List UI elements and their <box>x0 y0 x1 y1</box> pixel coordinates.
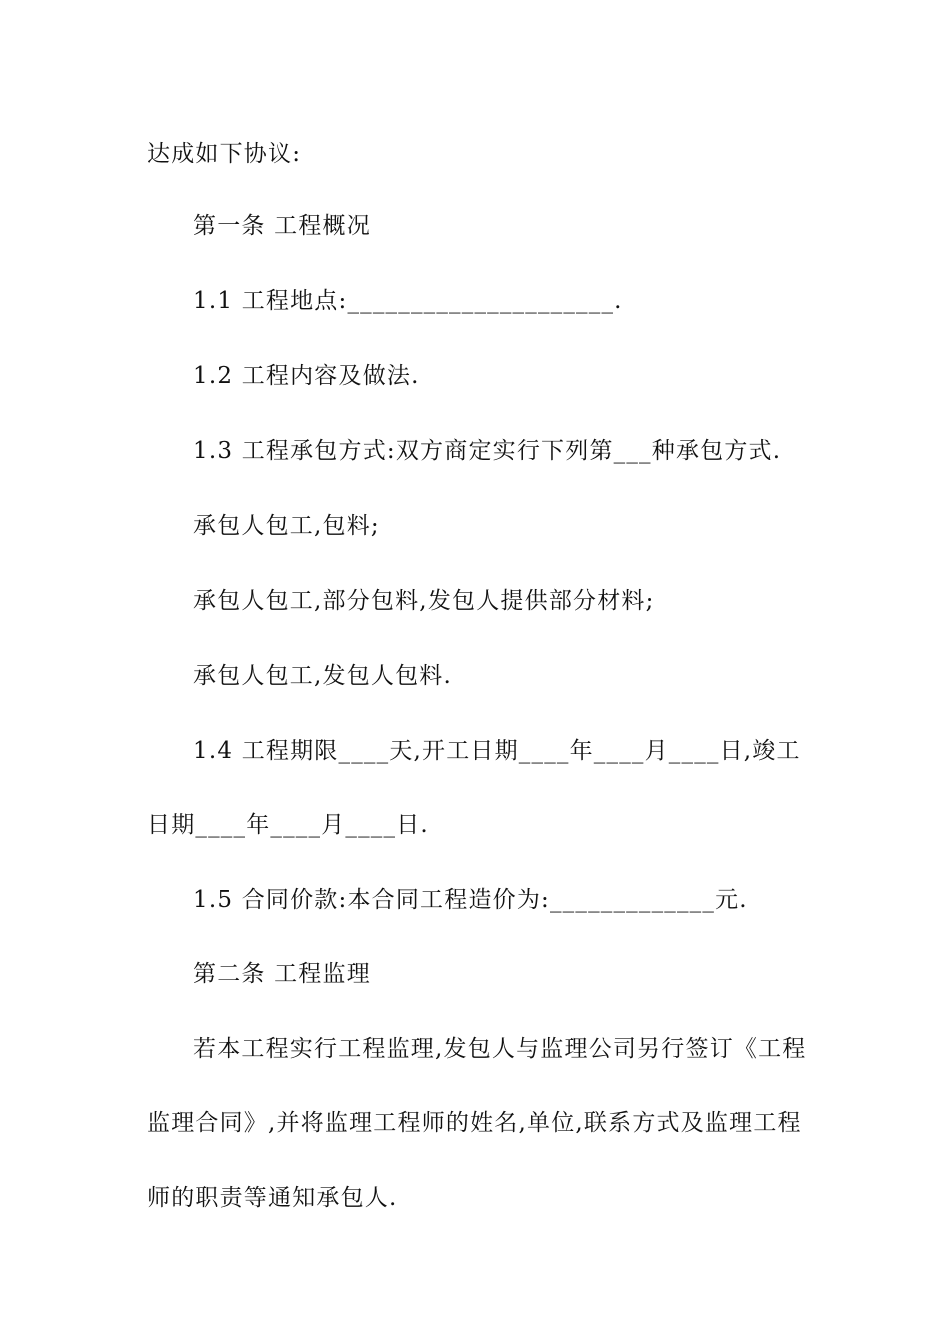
clause-1-4: 1.4 工程期限____天,开工日期____年____月____日,竣工 <box>193 738 801 764</box>
article-two-heading: 第二条 工程监理 <box>193 961 371 987</box>
clause-1-4-continued: 日期____年____月____日. <box>147 812 429 838</box>
paragraph-line-2: 监理合同》,并将监理工程师的姓名,单位,联系方式及监理工程 <box>147 1110 802 1136</box>
option-1: 承包人包工,包料; <box>193 513 380 539</box>
option-3: 承包人包工,发包人包料. <box>193 663 453 689</box>
clause-1-1: 1.1 工程地点:_____________________. <box>193 288 623 314</box>
intro-line: 达成如下协议: <box>147 141 302 167</box>
clause-1-5: 1.5 合同价款:本合同工程造价为:_____________元. <box>193 887 748 913</box>
paragraph-line-1: 若本工程实行工程监理,发包人与监理公司另行签订《工程 <box>193 1036 807 1062</box>
paragraph-line-3: 师的职责等通知承包人. <box>147 1185 398 1211</box>
clause-1-2: 1.2 工程内容及做法. <box>193 363 420 389</box>
option-2: 承包人包工,部分包料,发包人提供部分材料; <box>193 588 655 614</box>
clause-1-3: 1.3 工程承包方式:双方商定实行下列第___种承包方式. <box>193 438 782 464</box>
article-one-heading: 第一条 工程概况 <box>193 213 371 239</box>
